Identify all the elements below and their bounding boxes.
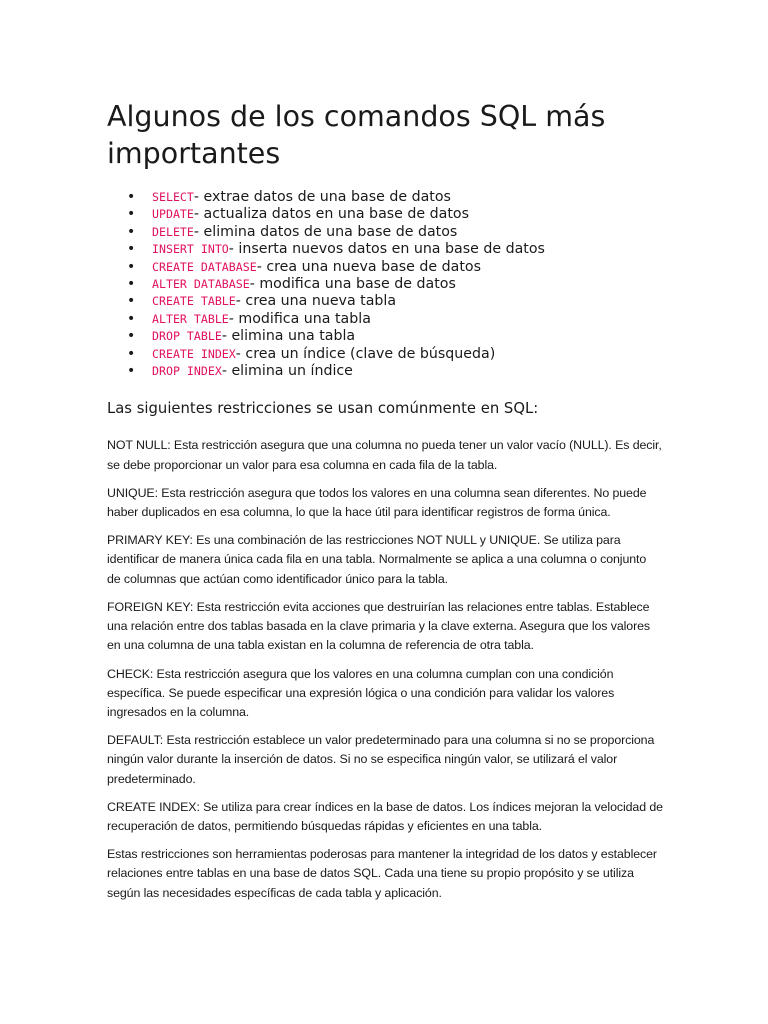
bullet-icon: • [127, 241, 136, 258]
sql-command-item [107, 206, 663, 223]
sql-command-description: - modifica una base de datos [249, 276, 456, 293]
sql-command-keyword: CREATE DATABASE [152, 259, 257, 274]
sql-command-item [107, 363, 663, 380]
sql-command-description: - crea una nueva base de datos [256, 258, 481, 275]
bullet-icon: • [127, 310, 136, 327]
sql-command-item [107, 293, 663, 310]
constraint-paragraph: FOREIGN KEY: Esta restricción evita acciones que destruirían las relaciones entre tablas. Establece una relación entre dos tablas basada en la clave primaria y la clave externa. Asegura que los valores en una columna de una tabla existan en la columna de referencia de otra tabla. [107, 599, 650, 653]
sql-command-item [107, 311, 663, 328]
sql-command-description: - crea una nueva tabla [235, 293, 397, 310]
sql-command-item [107, 276, 663, 293]
constraint-paragraph: UNIQUE: Esta restricción asegura que todos los valores en una columna sean diferentes. No puede haber duplicados en esa columna, lo que la hace útil para identificar registros de forma única. [107, 485, 647, 520]
sql-command-item [107, 346, 663, 363]
bullet-icon: • [127, 223, 136, 240]
sql-command-description: - elimina datos de una base de datos [193, 223, 458, 240]
sql-command-description: - crea un índice (clave de búsqueda) [235, 345, 496, 362]
sql-command-keyword: ALTER TABLE [152, 311, 229, 326]
sql-command-keyword: CREATE TABLE [152, 294, 236, 309]
bullet-icon: • [127, 189, 136, 205]
bullet-icon: • [127, 363, 136, 380]
sql-command-keyword: INSERT INTO [152, 242, 229, 257]
bullet-icon: • [127, 328, 136, 345]
constraint-paragraph: CHECK: Esta restricción asegura que los valores en una columna cumplan con una condición específica. Se puede especificar una expresión lógica o una condición para validar los valores ingresados en la columna. [107, 666, 615, 719]
bullet-icon: • [127, 345, 136, 362]
sql-command-description: - elimina una tabla [221, 328, 356, 345]
sql-command-item [107, 259, 663, 276]
constraints-section [107, 436, 663, 902]
bullet-icon: • [127, 276, 136, 293]
document-page [107, 98, 663, 903]
sql-command-keyword: SELECT [152, 190, 194, 204]
sql-command-description: - extrae datos de una base de datos [193, 189, 451, 205]
sql-command-keyword: DROP INDEX [152, 364, 222, 379]
sql-command-description: - inserta nuevos datos en una base de datos [228, 241, 545, 258]
page-title: Algunos de los comandos SQL más importantes [107, 100, 606, 170]
sql-command-description: - modifica una tabla [228, 310, 371, 327]
sql-command-item [107, 224, 663, 241]
sql-command-item [107, 328, 663, 345]
sql-command-list [107, 189, 663, 380]
bullet-icon: • [127, 206, 136, 223]
sql-command-item [107, 241, 663, 258]
sql-command-keyword: DELETE [152, 224, 194, 239]
constraint-paragraph: CREATE INDEX: Se utiliza para crear índices en la base de datos. Los índices mejoran la velocidad de recuperación de datos, permitiendo búsquedas rápidas y eficientes en una tabla. [107, 799, 663, 833]
sql-command-keyword: UPDATE [152, 207, 194, 222]
sql-command-keyword: CREATE INDEX [152, 346, 236, 361]
sql-command-keyword: DROP TABLE [152, 329, 222, 344]
constraint-paragraph: NOT NULL: Esta restricción asegura que una columna no pueda tener un valor vacío (NULL). Es decir, se debe proporcionar un valor para esa columna en cada fila de la tabla. [107, 438, 662, 472]
constraints-subheading: Las siguientes restricciones se usan comúnmente en SQL: [107, 400, 539, 418]
constraint-paragraph: Estas restricciones son herramientas poderosas para mantener la integridad de los datos y establecer relaciones entre tablas en una base de datos SQL. Cada una tiene su propio propósito y se utiliza según las necesidades específicas de cada tabla y aplicación. [107, 847, 657, 900]
sql-command-keyword: ALTER DATABASE [152, 277, 250, 292]
sql-command-description: - actualiza datos en una base de datos [193, 206, 469, 223]
constraint-paragraph: DEFAULT: Esta restricción establece un valor predeterminado para una columna si no se proporciona ningún valor durante la inserción de datos. Si no se especifica ningún valor, se utilizará el valor predeterminado. [107, 733, 655, 786]
constraint-paragraph: PRIMARY KEY: Es una combinación de las restricciones NOT NULL y UNIQUE. Se utiliza para identificar de manera única cada fila en una tabla. Normalmente se aplica a una columna o conjunto de columnas que actúan como identificador único para la tabla. [107, 533, 647, 586]
bullet-icon: • [127, 258, 136, 275]
sql-command-item [107, 189, 663, 206]
sql-command-description: - elimina un índice [221, 363, 353, 380]
bullet-icon: • [127, 293, 136, 310]
